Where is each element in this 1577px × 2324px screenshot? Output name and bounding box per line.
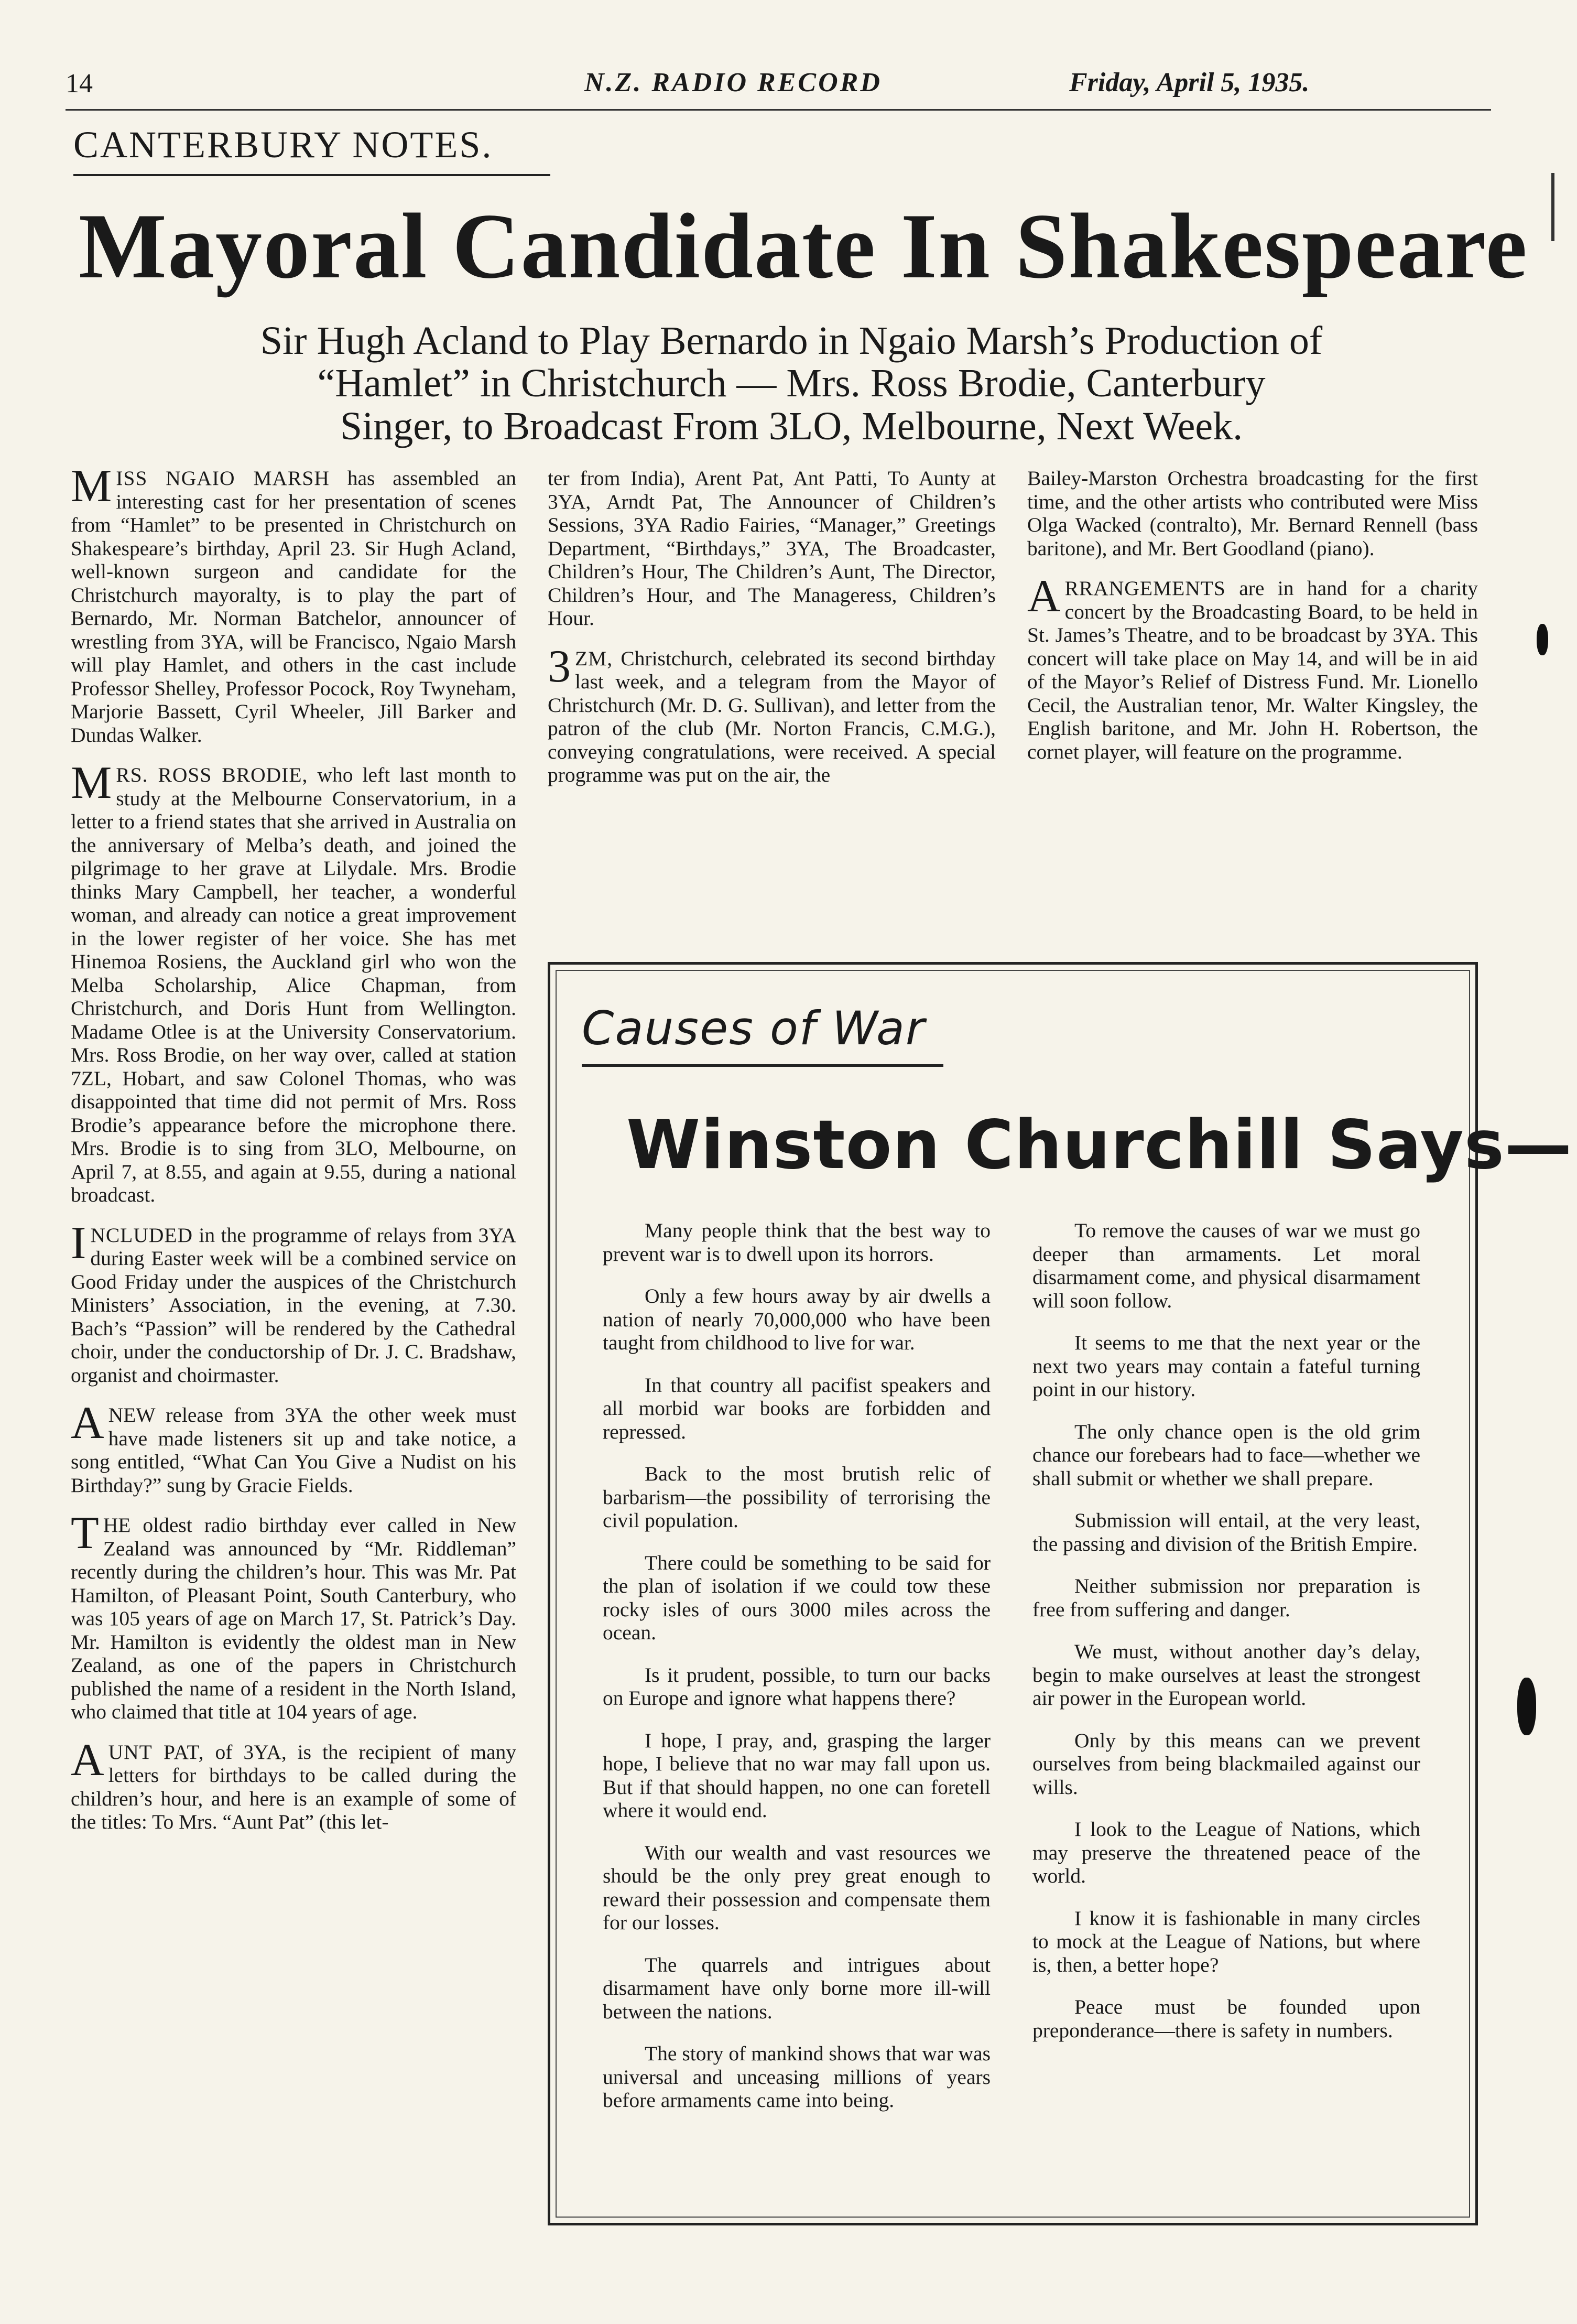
lead-in: NCLUDED <box>90 1223 193 1247</box>
paragraph-text: HE oldest radio birthday ever called in New Zealand was announced by “Mr. Riddleman” recently during the children’s hour. This was Mr. Pat Hamilton, of Pleasant Point, South Canterbury, who was 105 years of age on March 17, St. Patrick’s Day. Mr. Hamilton is evidently the oldest man in New Zealand, as one of the papers in Christchurch published the name of a resident in the North Island, who claimed that title at 104 years of age. <box>71 1514 516 1723</box>
paragraph-aunt-pat <box>71 1734 516 1834</box>
article-column-3 <box>1027 467 1478 780</box>
article-column-2 <box>548 467 996 804</box>
feature-column-left <box>603 1219 991 2131</box>
quote-paragraph: Only a few hours away by air dwells a nation of nearly 70,000,000 who have been taught from childhood to live for war. <box>603 1284 991 1354</box>
paragraph-text: Christchurch, celebrated its second birthday last week, and a telegram from the Mayor of Christchurch (Mr. D. G. Sullivan), and letter from the patron of the club (Mr. Norton Francis, C.M.G.), conveying congratulations, were received. A special programme was put on the air, the <box>548 646 996 786</box>
scan-mark <box>1517 1678 1536 1735</box>
kicker-underline <box>582 1064 943 1067</box>
quote-paragraph: Only by this means can we prevent ourselves from being blackmailed against our wills. <box>1032 1728 1420 1799</box>
quote-paragraph: I know it is fashionable in many circles to mock at the League of Nations, but where is, then, a better hope? <box>1032 1906 1420 1976</box>
subhead-line-2: “Hamlet” in Christchurch — Mrs. Ross Brodie, Canterbury <box>317 361 1266 406</box>
publication-name: N.Z. RADIO RECORD <box>584 68 882 98</box>
section-label: CANTERBURY NOTES. <box>73 124 493 166</box>
paragraph-marsh <box>71 461 516 747</box>
scan-edge-mark <box>1551 173 1554 241</box>
quote-paragraph: To remove the causes of war we must go deeper than armaments. Let moral disarmament come, and physical disarmament will soon follow. <box>1032 1219 1420 1312</box>
paragraph-release <box>71 1398 516 1497</box>
lead-in: RRANGEMENTS <box>1064 577 1226 600</box>
paragraph-text: NEW release from 3YA the other week must have made listeners sit up and take notice, a song entitled, “What Can You Give a Nudist on his Birthday?” sung by Gracie Fields. <box>71 1403 516 1497</box>
quote-paragraph: Is it prudent, possible, to turn our backs on Europe and ignore what happens there? <box>603 1663 991 1710</box>
paragraph-3zm <box>548 641 996 787</box>
feature-title: Winston Churchill Says— <box>626 1106 1572 1184</box>
paragraph-easter <box>71 1217 516 1387</box>
quote-paragraph: Peace must be founded upon preponderance—there is safety in numbers. <box>1032 1995 1420 2042</box>
quote-paragraph: It seems to me that the next year or the next two years may contain a fateful turning point in our history. <box>1032 1331 1420 1401</box>
drop-cap: I <box>71 1217 86 1269</box>
paragraph-letters <box>548 467 996 630</box>
paragraph-text: in the programme of relays from 3YA during Easter week will be a combined service on Good Friday under the auspices of the Christchurch Ministers’ Association, in the evening, at 7.30. Bach’s “Passion” will be rendered by the Cathedral choir, under the conductorship of Dr. J. C. Bradshaw, organist and choirmaster. <box>71 1223 516 1387</box>
drop-cap: A <box>1027 571 1061 622</box>
quote-paragraph: With our wealth and vast resources we should be the only prey great enough to reward their possession and compensate them for our losses. <box>603 1841 991 1934</box>
quote-paragraph: We must, without another day’s delay, begin to make ourselves at least the strongest air power in the European world. <box>1032 1640 1420 1710</box>
scan-mark <box>1537 624 1548 655</box>
quote-paragraph: There could be something to be said for the plan of isolation if we could tow these rocky isles of ours 3000 miles across the ocean. <box>603 1551 991 1644</box>
paragraph-birthday <box>71 1508 516 1724</box>
subheadline <box>84 320 1499 448</box>
drop-cap: M <box>71 758 112 808</box>
page-number: 14 <box>66 69 93 99</box>
article-column-1 <box>71 461 516 1851</box>
headline: Mayoral Candidate In Shakespeare <box>79 194 1528 298</box>
drop-cap: A <box>71 1398 104 1449</box>
paragraph-text: who left last month to study at the Melbourne Conservatorium, in a letter to a friend states that she arrived in Australia on the anniversary of Melba’s death, and joined the pilgrimage to her grave at Lilydale. Mrs. Brodie thinks Mary Campbell, her teacher, a wonderful woman, and already can notice a great improvement in the lower register of her voice. She has met Hinemoa Rosiens, the Auckland girl who won the Melba Scholarship, Alice Chapman, from Christchurch, and Doris Hunt from Wellington. Madame Otlee is at the University Conservatorium. Mrs. Ross Brodie, on her way over, called at station 7ZL, Hobart, and saw Colonel Thomas, who was disappointed that time did not permit of Mrs. Ross Brodie’s appearance before the microphone there. Mrs. Brodie is to sing from 3LO, Melbourne, on April 7, at 8.55, and again at 9.55, during a national broadcast. <box>71 763 516 1206</box>
quote-paragraph: The story of mankind shows that war was universal and unceasing millions of years before armaments came into being. <box>603 2042 991 2112</box>
subhead-line-1: Sir Hugh Acland to Play Bernardo in Ngaio Marsh’s Production of <box>260 319 1323 363</box>
paragraph-text: ter from India), Arent Pat, Ant Patti, To Aunty at 3YA, Arndt Pat, The Announcer of Children’s Sessions, 3YA Radio Fairies, “Manager,” Greetings Department, “Birthdays,” 3YA, The Broadcaster, Children’s Hour, The Children’s Aunt, The Director, Children’s Hour, and The Manageress, Children’s Hour. <box>548 467 996 630</box>
lead-in: UNT PAT, <box>108 1740 204 1764</box>
header-rule <box>66 109 1491 111</box>
drop-cap: A <box>71 1734 104 1786</box>
quote-paragraph: The quarrels and intrigues about disarmament have only borne more ill-will between the nations. <box>603 1953 991 2023</box>
quote-paragraph: I hope, I pray, and, grasping the larger hope, I believe that no war may fall upon us. But if that should happen, no one can foretell where it would end. <box>603 1728 991 1822</box>
paragraph-text: are in hand for a charity concert by the Broadcasting Board, to be held in St. James’s Theatre, and to be broadcast by 3YA. This concert will take place on May 14, and will be in aid of the Mayor’s Relief of Distress Fund. Mr. Lionello Cecil, the Australian tenor, Mr. Walter Kingsley, the English baritone, and Mr. John H. Robertson, the cornet player, will feature on the programme. <box>1027 577 1478 763</box>
drop-cap: T <box>71 1508 99 1559</box>
paragraph-brodie <box>71 758 516 1207</box>
section-underline <box>73 174 550 176</box>
quote-paragraph: I look to the League of Nations, which may preserve the threatened peace of the world. <box>1032 1818 1420 1887</box>
drop-cap: M <box>71 461 112 512</box>
quote-paragraph: In that country all pacifist speakers and all morbid war books are forbidden and repressed. <box>603 1373 991 1443</box>
drop-cap: 3 <box>548 641 571 692</box>
quote-paragraph: Neither submission nor preparation is free from suffering and danger. <box>1032 1574 1420 1621</box>
paragraph-text: Bailey-Marston Orchestra broadcasting for the first time, and the other artists who contributed were Miss Olga Wacked (contralto), Mr. Bernard Rennell (bass baritone), and Mr. Bert Goodland (piano). <box>1027 467 1478 560</box>
quote-paragraph: Back to the most brutish relic of barbarism—the possibility of terrorising the civil population. <box>603 1462 991 1532</box>
feature-kicker: Causes of War <box>582 1001 926 1055</box>
quote-paragraph: The only chance open is the old grim chance our forebears had to face—whether we shall submit or whether we shall prepare. <box>1032 1420 1420 1490</box>
paragraph-text: of 3YA, is the recipient of many letters for birthdays to be called during the children’s hour, and here is an example of some of the titles: To Mrs. “Aunt Pat” (this let- <box>71 1740 516 1833</box>
issue-date: Friday, April 5, 1935. <box>1069 68 1310 98</box>
subhead-line-3: Singer, to Broadcast From 3LO, Melbourne, Next Week. <box>340 404 1243 448</box>
paragraph-orchestra <box>1027 467 1478 560</box>
quote-paragraph: Submission will entail, at the very least, the passing and division of the British Empire. <box>1032 1509 1420 1555</box>
paragraph-concert <box>1027 571 1478 763</box>
paragraph-text: has assembled an interesting cast for her presentation of scenes from “Hamlet” to be presented in Christchurch on Shakespeare’s birthday, April 23. Sir Hugh Acland, well-known surgeon and candidate for the Christchurch mayoralty, is to play the part of Bernardo, Mr. Norman Batchelor, announcer of wrestling from 3YA, will be Francisco, Ngaio Marsh will play Hamlet, and others in the cast include Professor Shelley, Professor Pocock, Roy Twyneham, Marjorie Bassett, Cyril Wheeler, Jill Barker and Dundas Walker. <box>71 467 516 747</box>
lead-in: RS. ROSS BRODIE, <box>116 763 308 786</box>
quote-paragraph: Many people think that the best way to prevent war is to dwell upon its horrors. <box>603 1219 991 1266</box>
lead-in: ISS NGAIO MARSH <box>116 467 330 490</box>
feature-column-right <box>1032 1219 1420 2061</box>
lead-in: ZM, <box>575 646 613 670</box>
